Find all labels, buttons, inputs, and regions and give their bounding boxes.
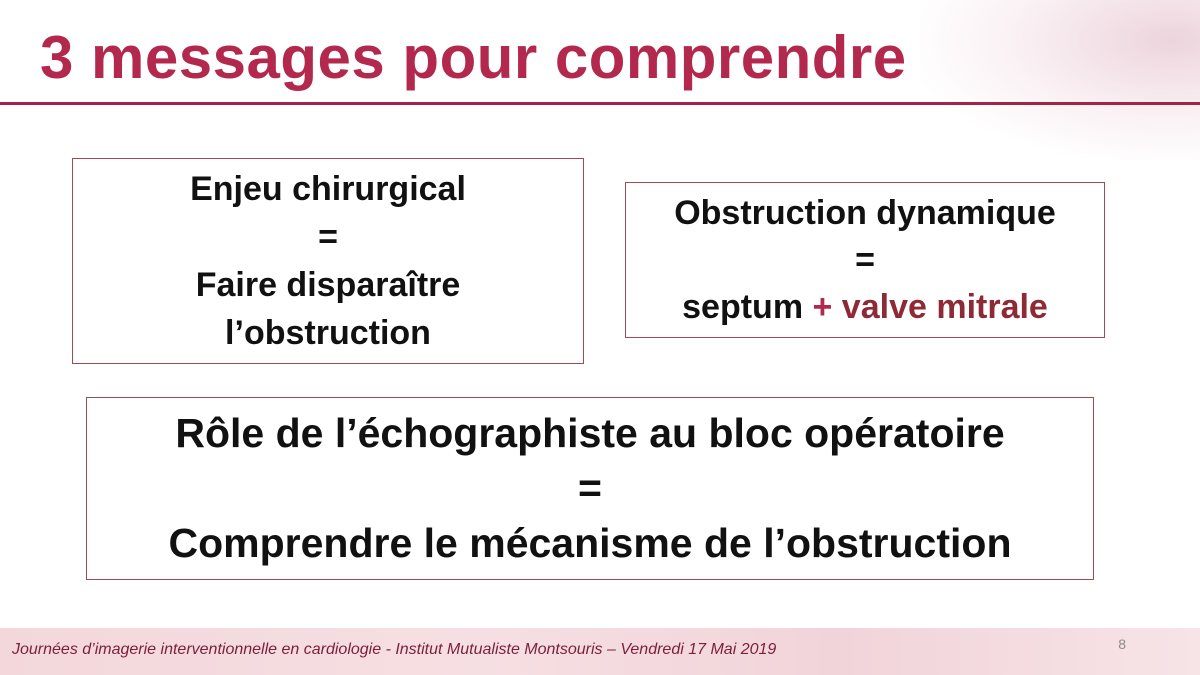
page-number: 8 [1118,636,1126,652]
message-2-line-1: Obstruction dynamique [674,193,1056,232]
slide-title: 3 messages pour comprendre [40,24,907,91]
message-3-line-2: Comprendre le mécanisme de l’obstruction [168,520,1012,566]
message-1-equals: = [318,218,338,256]
message-2-equals: = [855,240,875,279]
message-2-plus-sign: + [812,287,833,326]
footer-text: Journées d’imagerie interventionnelle en cardiologie - Institut Mutualiste Montsouris – Vendredi 17 Mai 2019 [12,641,777,658]
message-3-line-1: Rôle de l’échographiste au bloc opératoire [175,410,1005,456]
message-box-surgical-stakes [72,158,584,364]
message-box-dynamic-obstruction [625,182,1105,338]
message-1-line-2: Faire disparaître [195,266,461,304]
message-2-line-2 [682,284,1048,331]
message-1-line-3: l’obstruction [225,314,431,352]
decorative-corner-graphic [920,0,1200,160]
message-2-mitral-valve-text: valve mitrale [832,287,1048,326]
message-3-equals: = [578,465,602,511]
message-box-echographer-role [86,397,1094,580]
message-1-line-1: Enjeu chirurgical [190,170,466,208]
title-underline [0,102,1200,105]
message-2-septum-text: septum [682,287,813,326]
